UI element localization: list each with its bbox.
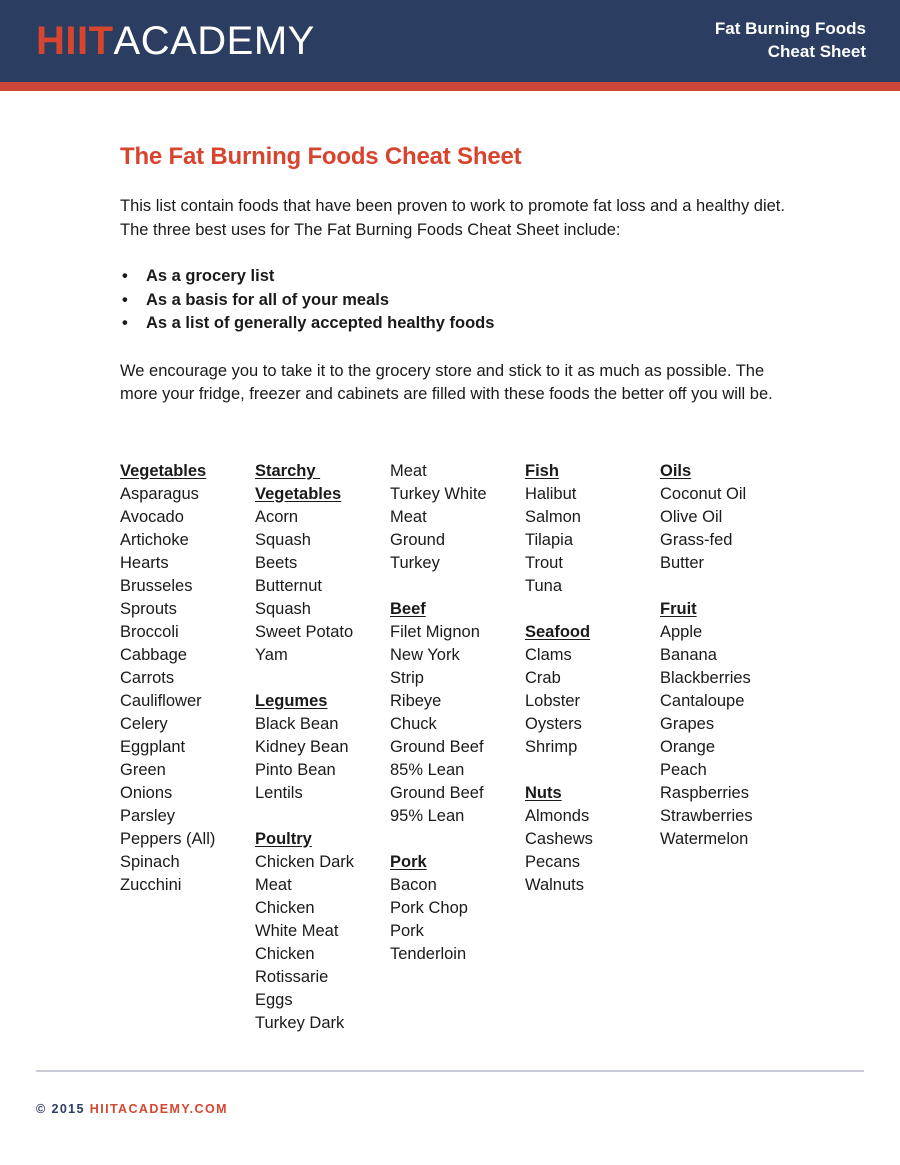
food-item: Zucchini bbox=[120, 875, 182, 894]
brand-logo bbox=[36, 21, 315, 61]
page-header bbox=[0, 0, 900, 82]
food-item: New York bbox=[390, 645, 460, 664]
brand-logo-light: ACADEMY bbox=[113, 19, 315, 63]
food-item: Shrimp bbox=[525, 737, 578, 756]
food-item: Almonds bbox=[525, 806, 590, 825]
food-group-heading: Legumes bbox=[255, 691, 328, 710]
food-item: Meat bbox=[390, 461, 427, 480]
food-columns bbox=[120, 460, 864, 1035]
food-item: Sprouts bbox=[120, 599, 177, 618]
food-item: Cabbage bbox=[120, 645, 187, 664]
footer-site-link[interactable]: HIITACADEMY.COM bbox=[89, 1102, 228, 1116]
food-item: Spinach bbox=[120, 852, 180, 871]
food-item: Ground Beef bbox=[390, 783, 484, 802]
food-item: Butter bbox=[660, 553, 705, 572]
food-group-heading: Pork bbox=[390, 852, 427, 871]
food-item: Beets bbox=[255, 553, 298, 572]
food-item: Turkey bbox=[390, 553, 440, 572]
food-item: Salmon bbox=[525, 507, 581, 526]
food-item: Raspberries bbox=[660, 783, 749, 802]
footer-divider bbox=[36, 1070, 864, 1072]
footer-copyright bbox=[36, 1102, 900, 1116]
food-item: Onions bbox=[120, 783, 173, 802]
closing-paragraph: We encourage you to take it to the grocery store and stick to it as much as possible. The more your fridge, freezer and cabinets are filled with these foods the better off you will be. bbox=[120, 361, 773, 403]
food-item: Strip bbox=[390, 668, 424, 687]
document-body bbox=[0, 143, 900, 1035]
food-item: 95% Lean bbox=[390, 806, 465, 825]
uses-bullet-list bbox=[120, 265, 792, 336]
food-group-heading: Nuts bbox=[525, 783, 562, 802]
food-item: Pork Chop bbox=[390, 898, 468, 917]
food-item: Kidney Bean bbox=[255, 737, 349, 756]
food-item: Pinto Bean bbox=[255, 760, 336, 779]
group-spacer bbox=[660, 575, 795, 598]
food-column bbox=[390, 460, 525, 966]
food-item: Lobster bbox=[525, 691, 581, 710]
food-item: Bacon bbox=[390, 875, 437, 894]
food-item: Chicken bbox=[255, 944, 315, 963]
food-item: Squash bbox=[255, 599, 311, 618]
group-spacer bbox=[255, 667, 390, 690]
food-column bbox=[255, 460, 390, 1035]
food-item: Apple bbox=[660, 622, 703, 641]
food-group-heading: Poultry bbox=[255, 829, 312, 848]
food-item: Ribeye bbox=[390, 691, 442, 710]
group-spacer bbox=[390, 828, 525, 851]
food-group-heading: Vegetables bbox=[120, 461, 207, 480]
food-item: Cauliflower bbox=[120, 691, 202, 710]
intro-paragraph: This list contain foods that have been proven to work to promote fat loss and a healthy diet. The three best uses for The Fat Burning Foods Cheat Sheet include: bbox=[120, 197, 785, 239]
food-item: Celery bbox=[120, 714, 168, 733]
group-spacer bbox=[525, 759, 660, 782]
food-group-heading: Fruit bbox=[660, 599, 697, 618]
food-item: Grapes bbox=[660, 714, 715, 733]
food-item: Broccoli bbox=[120, 622, 179, 641]
food-item: Walnuts bbox=[525, 875, 584, 894]
food-item: Tilapia bbox=[525, 530, 573, 549]
food-item: Brusseles bbox=[120, 576, 193, 595]
food-item: Ground bbox=[390, 530, 446, 549]
food-item: White Meat bbox=[255, 921, 339, 940]
food-item: Grass-fed bbox=[660, 530, 733, 549]
food-item: Black Bean bbox=[255, 714, 339, 733]
page-footer bbox=[0, 1070, 900, 1165]
food-item: Chuck bbox=[390, 714, 437, 733]
brand-logo-bold: HIIT bbox=[36, 19, 114, 63]
food-item: Tuna bbox=[525, 576, 562, 595]
food-group-heading: Oils bbox=[660, 461, 692, 480]
food-item: Asparagus bbox=[120, 484, 199, 503]
food-group-heading: Seafood bbox=[525, 622, 591, 641]
food-item: Avocado bbox=[120, 507, 184, 526]
list-item: • As a list of generally accepted healthy foods bbox=[120, 312, 792, 336]
food-item: Yam bbox=[255, 645, 288, 664]
food-item: Hearts bbox=[120, 553, 169, 572]
food-item: Tenderloin bbox=[390, 944, 467, 963]
food-item: Chicken bbox=[255, 898, 315, 917]
food-item: Crab bbox=[525, 668, 561, 687]
food-group-heading: Starchy bbox=[255, 461, 321, 480]
food-item: Meat bbox=[390, 507, 427, 526]
food-item: Trout bbox=[525, 553, 563, 572]
footer-copyright-year: © 2015 bbox=[36, 1102, 85, 1116]
food-item: Banana bbox=[660, 645, 717, 664]
food-item: Cantaloupe bbox=[660, 691, 745, 710]
food-group-heading: Beef bbox=[390, 599, 426, 618]
food-item: Turkey White bbox=[390, 484, 487, 503]
header-document-title bbox=[715, 18, 866, 64]
food-item: Cashews bbox=[525, 829, 593, 848]
list-item: • As a grocery list bbox=[120, 265, 792, 289]
food-item: Eggplant bbox=[120, 737, 186, 756]
header-title-line-1: Fat Burning Foods bbox=[714, 19, 866, 39]
food-item: Butternut bbox=[255, 576, 322, 595]
food-item: Oysters bbox=[525, 714, 582, 733]
header-accent-stripe bbox=[0, 82, 900, 91]
food-item: Eggs bbox=[255, 990, 293, 1009]
food-item: Parsley bbox=[120, 806, 176, 825]
food-item: Orange bbox=[660, 737, 716, 756]
food-column bbox=[120, 460, 255, 897]
food-item: Turkey Dark bbox=[255, 1013, 345, 1032]
food-item: Meat bbox=[255, 875, 292, 894]
food-item: Pork bbox=[390, 921, 424, 940]
food-column bbox=[660, 460, 795, 851]
food-item: Sweet Potato bbox=[255, 622, 354, 641]
food-item: Acorn bbox=[255, 507, 299, 526]
food-item: Watermelon bbox=[660, 829, 749, 848]
food-item: Strawberries bbox=[660, 806, 753, 825]
food-item: Lentils bbox=[255, 783, 303, 802]
group-spacer bbox=[255, 805, 390, 828]
food-item: Halibut bbox=[525, 484, 577, 503]
food-item: Green bbox=[120, 760, 166, 779]
food-item: Ground Beef bbox=[390, 737, 484, 756]
food-item: Pecans bbox=[525, 852, 581, 871]
food-item: Coconut Oil bbox=[660, 484, 747, 503]
group-spacer bbox=[525, 598, 660, 621]
food-item: Olive Oil bbox=[660, 507, 723, 526]
food-group-heading: Fish bbox=[525, 461, 559, 480]
food-group-heading: Vegetables bbox=[255, 484, 342, 503]
food-item: Clams bbox=[525, 645, 572, 664]
food-item: Peach bbox=[660, 760, 707, 779]
food-item: Squash bbox=[255, 530, 311, 549]
food-item: Peppers (All) bbox=[120, 829, 216, 848]
page-title: The Fat Burning Foods Cheat Sheet bbox=[120, 143, 522, 170]
header-title-line-2: Cheat Sheet bbox=[767, 42, 866, 61]
intro-block bbox=[120, 195, 792, 407]
food-item: Filet Mignon bbox=[390, 622, 480, 641]
food-item: Rotissarie bbox=[255, 967, 329, 986]
food-item: 85% Lean bbox=[390, 760, 465, 779]
food-item: Artichoke bbox=[120, 530, 189, 549]
food-item: Carrots bbox=[120, 668, 175, 687]
group-spacer bbox=[390, 575, 525, 598]
list-item: • As a basis for all of your meals bbox=[120, 289, 792, 313]
food-item: Blackberries bbox=[660, 668, 751, 687]
food-item: Chicken Dark bbox=[255, 852, 355, 871]
food-column bbox=[525, 460, 660, 897]
